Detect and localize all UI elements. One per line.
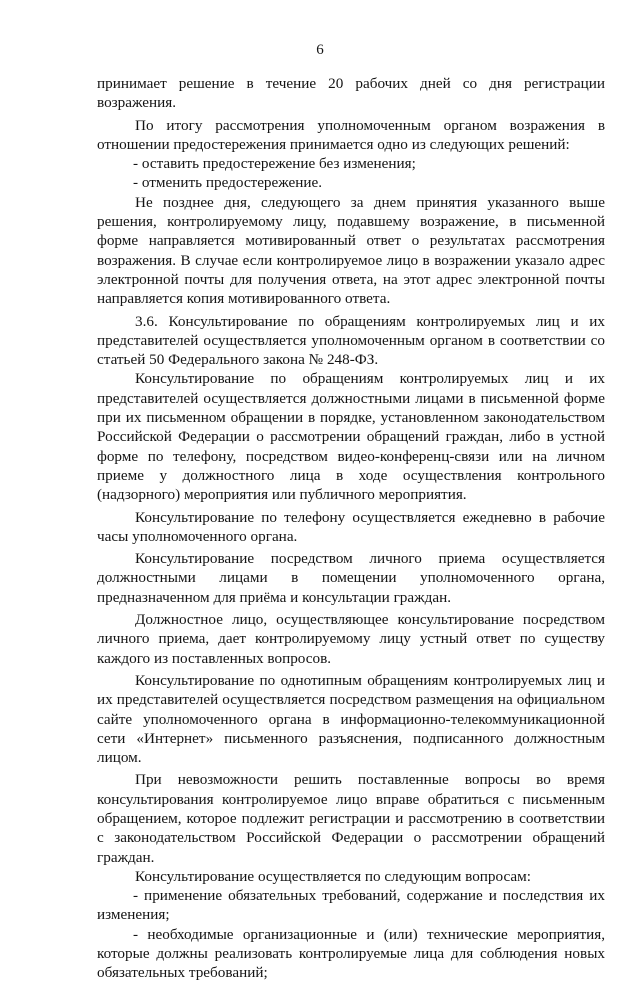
- paragraph: 3.6. Консультирование по обращениям контролируемых лиц и их представителей осуществляется уполномоченным органом в соответствии со статьей 50 Федерального закона № 248-ФЗ.: [97, 312, 605, 369]
- page-number: 6: [316, 42, 324, 58]
- paragraph: По итогу рассмотрения уполномоченным органом возражения в отношении предостережения принимается одно из следующих решений:: [97, 116, 605, 153]
- paragraph: Консультирование посредством личного приема осуществляется должностными лицами в помещении уполномоченного органа, предназначенном для приёма и консультации граждан.: [97, 550, 605, 606]
- paragraph: Должностное лицо, осуществляющее консультирование посредством личного приема, дает контролируемому лицу устный ответ по существу каждого из поставленных вопросов.: [97, 611, 605, 667]
- list-item: - оставить предостережение без изменения;: [133, 155, 416, 173]
- paragraph: Консультирование по телефону осуществляется ежедневно в рабочие часы уполномоченного органа.: [97, 508, 605, 545]
- document-body: [97, 74, 605, 983]
- list-item: - применение обязательных требований, содержание и последствия их изменения;: [97, 887, 605, 924]
- paragraph: Консультирование по обращениям контролируемых лиц и их представителей осуществляется должностными лицами в письменной форме при их письменном обращении в порядке, установленном законодательством Российской Федерации о рассмотрении обращений граждан, либо в устной форме по телефону, посредством видео-конференц-связи или на личном приеме у должностного лица в ходе осуществления контрольного (надзорного) мероприятия или публичного мероприятия.: [97, 370, 605, 504]
- list-item: - отменить предостережение.: [133, 174, 323, 192]
- paragraph: принимает решение в течение 20 рабочих дней со дня регистрации возражения.: [97, 75, 605, 112]
- list-item: - необходимые организационные и (или) технические мероприятия, которые должны реализовать контролируемые лица для соблюдения новых обязательных требований;: [97, 925, 605, 982]
- paragraph: Консультирование осуществляется по следующим вопросам:: [135, 867, 531, 885]
- paragraph: При невозможности решить поставленные вопросы во время консультирования контролируемое лицо вправе обратиться с письменным обращением, которое подлежит регистрации и рассмотрению в соответствии с законодательством Российской Федерации о рассмотрении обращений граждан.: [97, 771, 605, 866]
- paragraph: Консультирование по однотипным обращениям контролируемых лиц и их представителей осуществляется посредством размещения на официальном сайте уполномоченного органа в информационно-телекоммуникационной сети «Интернет» письменного разъяснения, подписанного должностным лицом.: [97, 671, 605, 767]
- paragraph: Не позднее дня, следующего за днем принятия указанного выше решения, контролируемому лицу, подавшему возражение, в письменной форме направляется мотивированный ответ о результатах рассмотрения возражения. В случае если контролируемое лицо в возражении указало адрес электронной почты для получения ответа, на этот адрес электронной почты направляется копия мотивированного ответа.: [97, 193, 605, 308]
